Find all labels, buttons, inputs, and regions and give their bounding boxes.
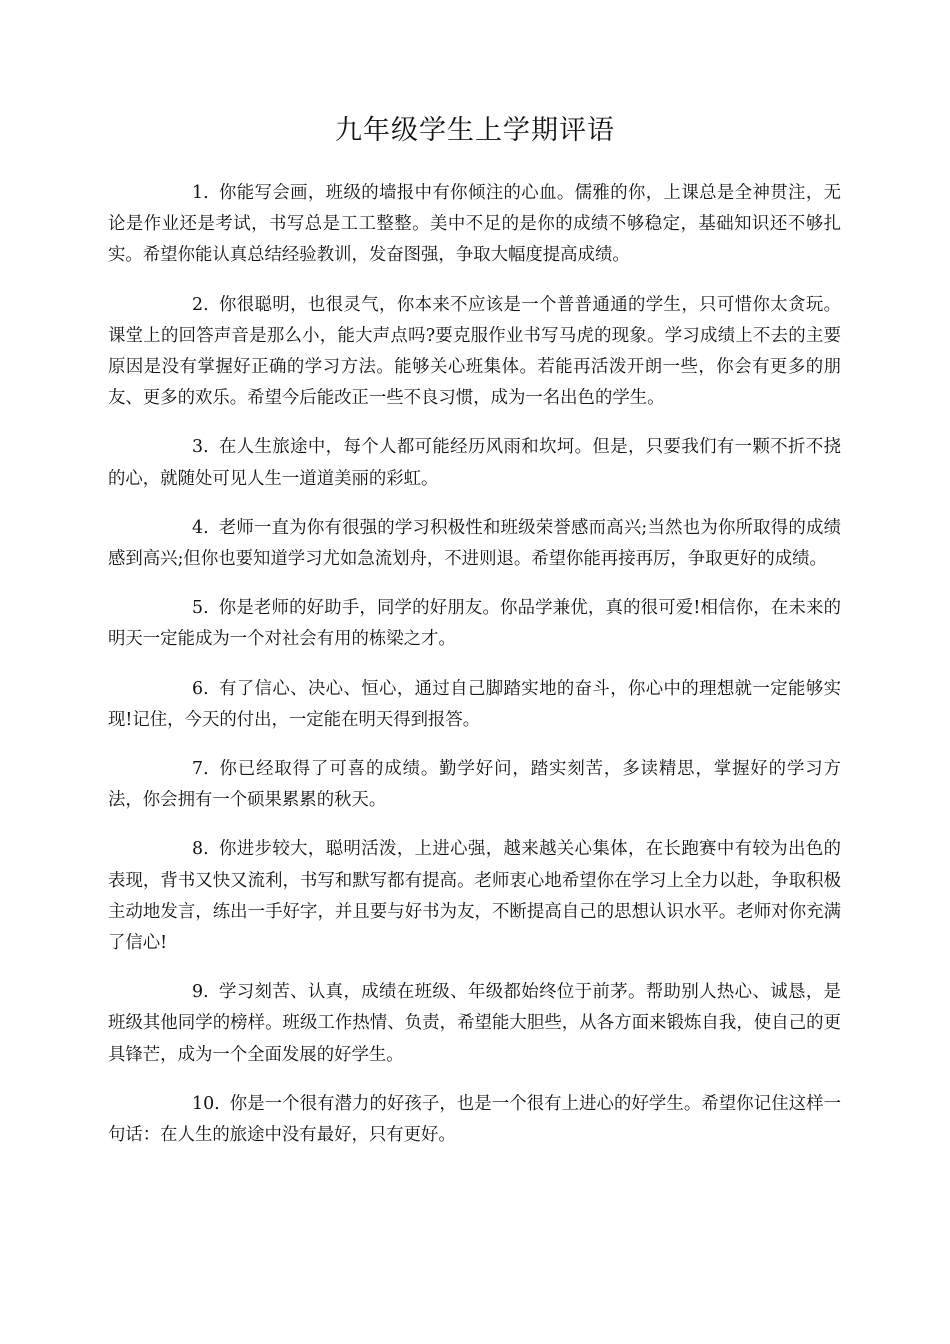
paragraph-text: 你已经取得了可喜的成绩。勤学好问，踏实刻苦，多读精思，掌握好的学习方法，你会拥有一个硕果累累的秋天。 <box>108 759 841 811</box>
paragraph-6 <box>108 674 841 736</box>
paragraph-1 <box>108 178 841 272</box>
paragraph-3 <box>108 432 841 494</box>
paragraph-10 <box>108 1089 841 1151</box>
paragraph-number: 2. <box>192 294 209 315</box>
paragraph-text: 你是老师的好助手，同学的好朋友。你品学兼优，真的很可爱!相信你，在未来的明天一定能成为一个对社会有用的栋梁之才。 <box>108 598 841 650</box>
paragraph-7 <box>108 754 841 816</box>
paragraph-text: 你能写会画，班级的墙报中有你倾注的心血。儒雅的你，上课总是全神贯注，无论是作业还是考试，书写总是工工整整。美中不足的是你的成绩不够稳定，基础知识还不够扎实。希望你能认真总结经验教训，发奋图强，争取大幅度提高成绩。 <box>108 183 841 266</box>
paragraph-text: 在人生旅途中，每个人都可能经历风雨和坎坷。但是，只要我们有一颗不折不挠的心，就随处可见人生一道道美丽的彩虹。 <box>108 437 841 489</box>
paragraph-text: 你很聪明，也很灵气，你本来不应该是一个普普通通的学生，只可惜你太贪玩。课堂上的回答声音是那么小，能大声点吗?要克服作业书写马虎的现象。学习成绩上不去的主要原因是没有掌握好正确的学习方法。能够关心班集体。若能再活泼开朗一些，你会有更多的朋友、更多的欢乐。希望今后能改正一些不良习惯，成为一名出色的学生。 <box>108 294 841 409</box>
paragraph-number: 9. <box>192 982 209 1003</box>
paragraph-text: 学习刻苦、认真，成绩在班级、年级都始终位于前茅。帮助别人热心、诚恳，是班级其他同学的榜样。班级工作热情、负责，希望能大胆些，从各方面来锻炼自我，使自己的更具锋芒，成为一个全面发展的好学生。 <box>108 982 841 1065</box>
paragraph-number: 8. <box>192 839 209 860</box>
paragraph-text: 老师一直为你有很强的学习积极性和班级荣誉感而高兴;当然也为你所取得的成绩感到高兴;但你也要知道学习尤如急流划舟，不进则退。希望你能再接再厉，争取更好的成绩。 <box>108 517 841 570</box>
paragraph-9 <box>108 977 841 1071</box>
paragraph-text: 有了信心、决心、恒心，通过自己脚踏实地的奋斗，你心中的理想就一定能够实现!记住，今天的付出，一定能在明天得到报答。 <box>108 678 841 730</box>
paragraph-2 <box>108 290 841 415</box>
document-body <box>108 178 841 1169</box>
paragraph-5 <box>108 593 841 655</box>
paragraph-number: 1. <box>192 183 209 203</box>
paragraph-number: 4. <box>192 517 209 538</box>
paragraph-number: 6. <box>192 678 209 699</box>
paragraph-number: 7. <box>192 759 209 780</box>
paragraph-text: 你进步较大，聪明活泼，上进心强，越来越关心集体，在长跑赛中有较为出色的表现，背书又快又流利，书写和默写都有提高。老师衷心地希望你在学习上全力以赴，争取积极主动地发言，练出一手好字，并且要与好书为友，不断提高自己的思想认识水平。老师对你充满了信心! <box>108 839 841 954</box>
paragraph-number: 3. <box>192 437 209 458</box>
paragraph-number: 10. <box>192 1093 220 1114</box>
paragraph-text: 你是一个很有潜力的好孩子，也是一个很有上进心的好学生。希望你记住这样一句话：在人生的旅途中没有最好，只有更好。 <box>108 1093 841 1146</box>
paragraph-4 <box>108 513 841 575</box>
paragraph-8 <box>108 834 841 959</box>
paragraph-number: 5. <box>192 598 209 619</box>
document-title: 九年级学生上学期评语 <box>335 115 615 146</box>
